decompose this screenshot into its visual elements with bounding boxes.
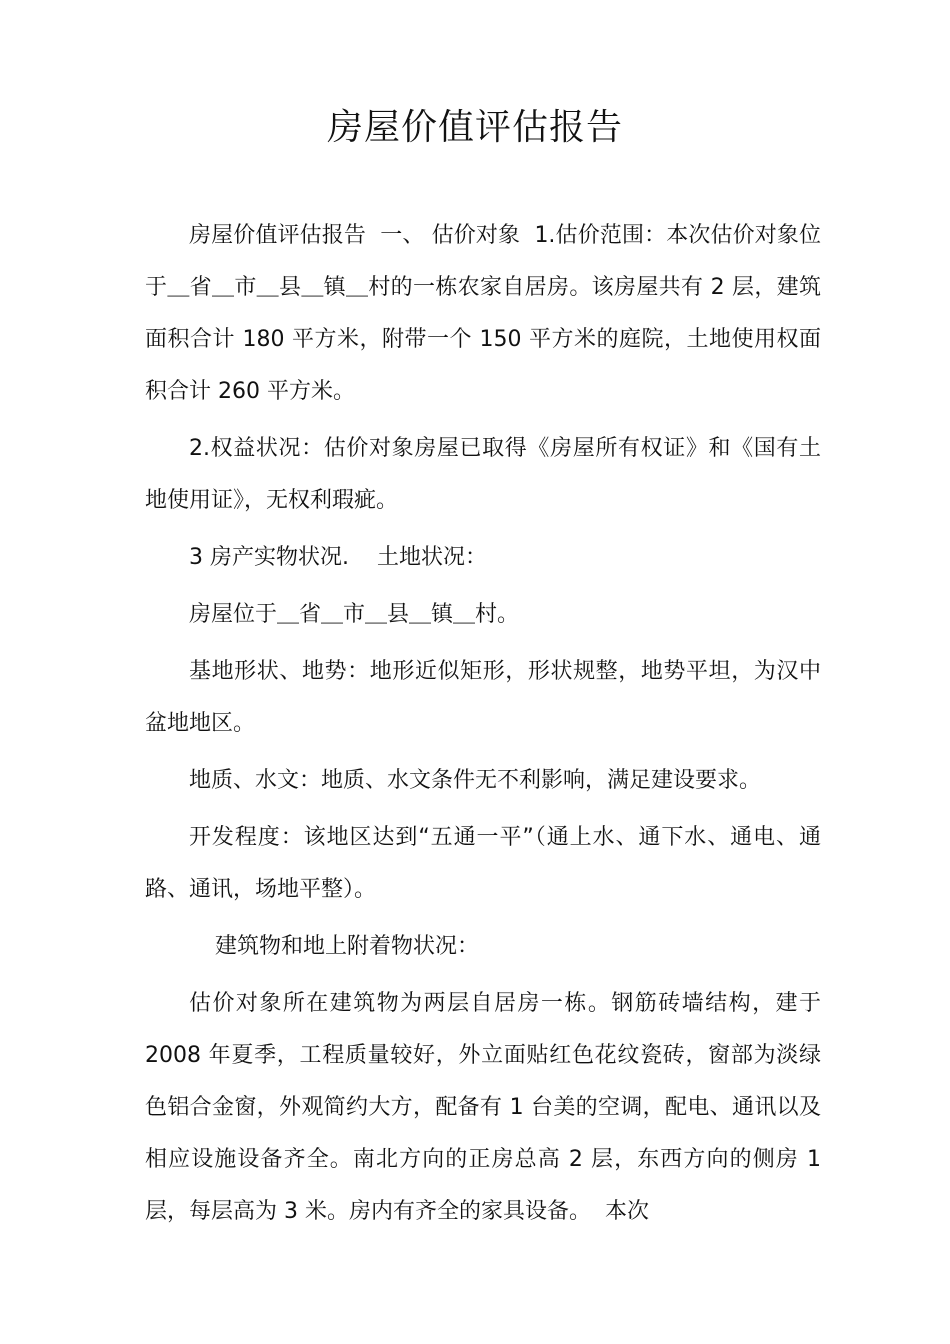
paragraph-location: 房屋位于＿省＿市＿县＿镇＿村。 [189,602,520,627]
paragraph-development: 开发程度：该地区达到“五通一平”（通上水、通下水、通电、通路、通讯，场地平整）。 [145,825,821,902]
paragraph-physical-status: 3 房产实物状况. 土地状况： [189,545,487,570]
document-body [145,210,828,1243]
paragraph-rights: 2.权益状况：估价对象房屋已取得《房屋所有权证》和《国有土地使用证》，无权利瑕疵。 [145,436,821,513]
paragraph-geology: 地质、水文：地质、水文条件无不利影响，满足建设要求。 [189,768,762,793]
document-title: 房屋价值评估报告 [326,107,623,148]
paragraph-terrain: 基地形状、地势：地形近似矩形，形状规整，地势平坦，为汉中盆地地区。 [145,659,821,736]
paragraph-scope: 房屋价值评估报告 一、 估价对象 1.估价范围：本次估价对象位于＿省＿市＿县＿镇＿村的一栋农家自居房。该房屋共有 2 层，建筑面积合计 180 平方米，附带一个 150 平方米的庭院，土地使用权面积合计 260 平方米。 [145,223,821,404]
paragraph-building-description: 估价对象所在建筑物为两层自居房一栋。钢筋砖墙结构，建于 2008 年夏季，工程质量较好，外立面贴红色花纹瓷砖，窗部为淡绿色铝合金窗，外观简约大方，配备有 1 台美的空调，配电、通讯以及相应设施设备齐全。南北方向的正房总高 2 层，东西方向的侧房 1 层，每层高为 3 米。房内有齐全的家具设备。 本次 [145,991,828,1224]
paragraph-building-heading: 建筑物和地上附着物状况： [215,934,480,959]
